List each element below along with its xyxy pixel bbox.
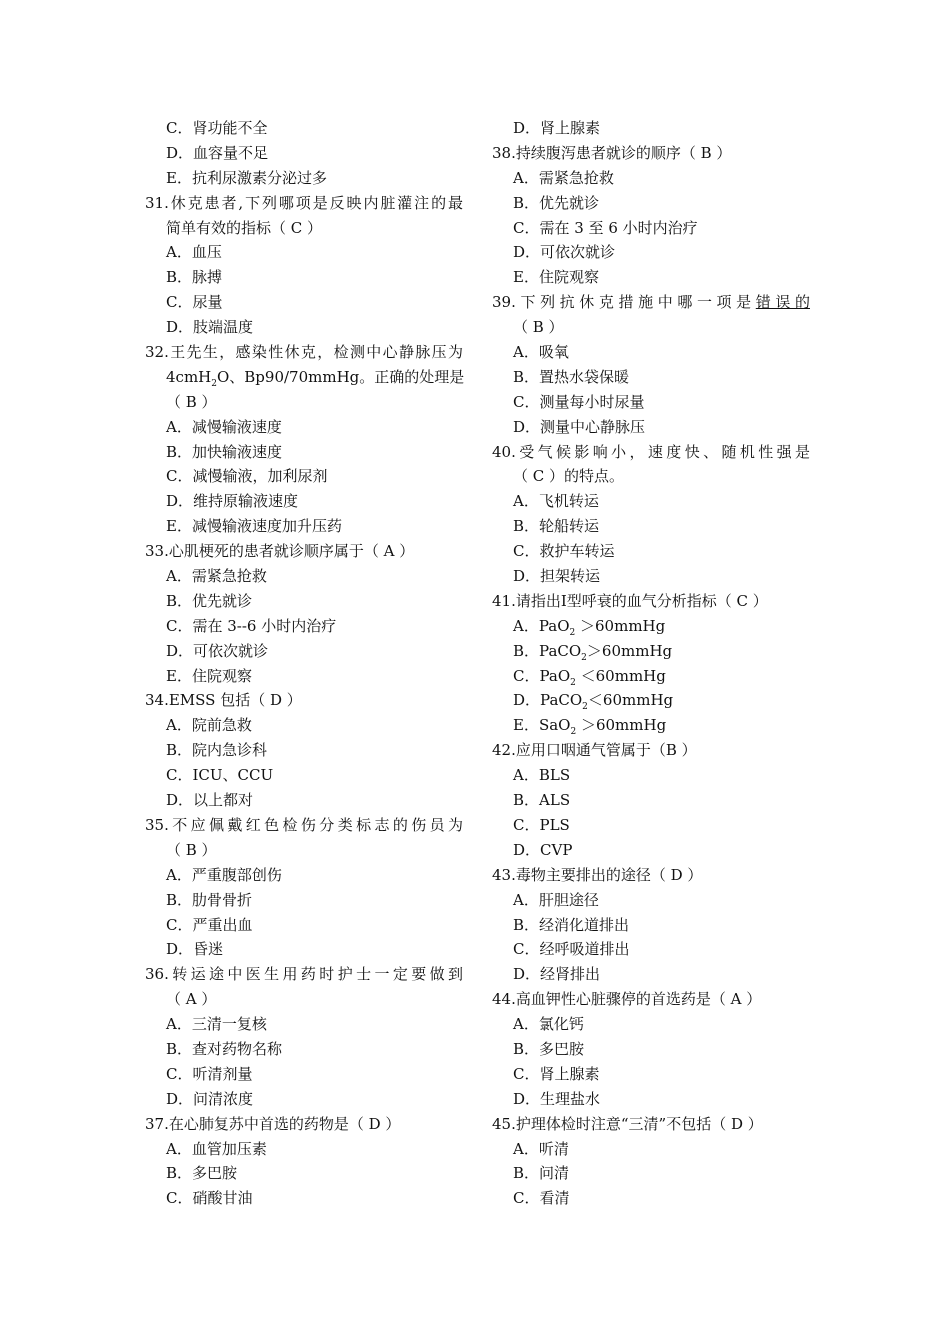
option-line xyxy=(492,514,810,539)
option-line xyxy=(145,863,463,888)
line-text: D．问清浓度 xyxy=(166,1089,254,1108)
option-line xyxy=(492,639,810,664)
line-text: B．优先就诊 xyxy=(513,193,600,212)
line-text: B．PaCO xyxy=(513,641,582,660)
line-text: （ B ） xyxy=(166,840,217,859)
line-text: C．尿量 xyxy=(166,293,223,312)
line-text: A．肝胆途径 xyxy=(513,890,599,909)
line-text: C．ICU、CCU xyxy=(166,766,274,785)
line-text: 简单有效的指标（ C ） xyxy=(166,218,323,237)
line-text: 36.转运途中医生用药时护士一定要做到 xyxy=(145,965,463,984)
option-line xyxy=(492,713,810,738)
line-text: E．减慢输液速度加升压药 xyxy=(166,517,342,536)
option-line xyxy=(492,1037,810,1062)
subscript: 2 xyxy=(570,677,576,688)
option-line xyxy=(145,1186,463,1211)
question-line xyxy=(145,1112,463,1137)
line-text: C．肾上腺素 xyxy=(513,1064,600,1083)
right-column xyxy=(492,116,810,1211)
line-text: D．血容量不足 xyxy=(166,143,269,162)
left-column xyxy=(145,116,463,1211)
option-line xyxy=(145,1161,463,1186)
question-line xyxy=(492,738,810,763)
line-text: E．SaO xyxy=(513,716,571,735)
option-line xyxy=(145,664,463,689)
question-line xyxy=(492,141,810,166)
option-line xyxy=(145,888,463,913)
line-text: （ B ） xyxy=(513,318,564,337)
line-text: D．PaCO xyxy=(513,691,583,710)
option-line xyxy=(492,166,810,191)
question-line xyxy=(492,589,810,614)
question-continuation xyxy=(492,464,810,489)
line-text: B．院内急诊科 xyxy=(166,741,268,760)
line-text: 32.王先生，感染性休克，检测中心静脉压为 xyxy=(145,343,463,362)
line-text: C．PaO xyxy=(513,666,571,685)
line-text: 35.不应佩戴红色检伤分类标志的伤员为 xyxy=(145,815,463,834)
line-text: 33.心肌梗死的患者就诊顺序属于（ A ） xyxy=(145,542,415,561)
question-line xyxy=(145,688,463,713)
line-text: C．听清剂量 xyxy=(166,1064,253,1083)
line-text: D．担架转运 xyxy=(513,567,601,586)
line-text: A．BLS xyxy=(513,766,571,785)
line-text: A．院前急救 xyxy=(166,716,252,735)
question-line xyxy=(492,290,810,315)
line-text: D．维持原输液速度 xyxy=(166,492,299,511)
option-line xyxy=(492,1137,810,1162)
subscript: 2 xyxy=(581,652,587,663)
line-text: D．以上都对 xyxy=(166,791,254,810)
question-line xyxy=(492,987,810,1012)
option-line xyxy=(145,116,463,141)
line-text: B．多巴胺 xyxy=(166,1164,238,1183)
option-line xyxy=(145,440,463,465)
line-text: 38.持续腹泻患者就诊的顺序（ B ） xyxy=(492,143,732,162)
line-text-tail: ＞60mmHg xyxy=(575,616,666,635)
question-line xyxy=(145,191,463,216)
option-line xyxy=(145,290,463,315)
option-line xyxy=(145,589,463,614)
line-text-tail: ＞60mmHg xyxy=(586,641,673,660)
line-text: A．PaO xyxy=(513,616,570,635)
question-line xyxy=(492,863,810,888)
option-line xyxy=(145,713,463,738)
option-line xyxy=(145,564,463,589)
line-text: A．需紧急抢救 xyxy=(166,567,267,586)
line-text: B．ALS xyxy=(513,791,571,810)
line-text: E．抗利尿激素分泌过多 xyxy=(166,168,327,187)
line-text: B．置热水袋保暖 xyxy=(513,367,630,386)
line-text: B．优先就诊 xyxy=(166,591,253,610)
option-line xyxy=(492,1161,810,1186)
line-text: C．需在 3 至 6 小时内治疗 xyxy=(513,218,698,237)
option-line xyxy=(492,962,810,987)
line-text: 39.下列抗休克措施中哪一项是 xyxy=(492,293,756,312)
question-line xyxy=(145,962,463,987)
option-line xyxy=(492,390,810,415)
subscript: 2 xyxy=(211,378,217,389)
option-line xyxy=(145,763,463,788)
line-text-tail: ＜60mmHg xyxy=(575,666,666,685)
option-line xyxy=(145,913,463,938)
option-line xyxy=(145,415,463,440)
option-line xyxy=(145,738,463,763)
line-text: A．听清 xyxy=(513,1139,569,1158)
line-text: A．减慢输液速度 xyxy=(166,417,282,436)
line-text: 37.在心肺复苏中首选的药物是（ D ） xyxy=(145,1114,401,1133)
line-text: A．严重腹部创伤 xyxy=(166,865,282,884)
option-line xyxy=(145,141,463,166)
line-text: D．昏迷 xyxy=(166,940,224,959)
question-continuation xyxy=(492,315,810,340)
option-line xyxy=(492,415,810,440)
line-text: （ B ） xyxy=(166,392,217,411)
option-line xyxy=(492,614,810,639)
line-text: A．氯化钙 xyxy=(513,1015,584,1034)
line-text: C．经呼吸道排出 xyxy=(513,940,630,959)
option-line xyxy=(492,539,810,564)
option-line xyxy=(492,813,810,838)
line-text: B．加快输液速度 xyxy=(166,442,283,461)
line-text: D．可依次就诊 xyxy=(166,641,269,660)
line-text: 41.请指出Ⅰ型呼衰的血气分析指标（ C ） xyxy=(492,591,768,610)
question-continuation xyxy=(145,216,463,241)
line-text: B．肋骨骨折 xyxy=(166,890,253,909)
option-line xyxy=(145,489,463,514)
line-text: C．减慢输液，加利尿剂 xyxy=(166,467,328,486)
question-line xyxy=(145,539,463,564)
option-line xyxy=(492,340,810,365)
line-text: 4cmH xyxy=(166,367,212,386)
line-text: D．CVP xyxy=(513,840,573,859)
option-line xyxy=(492,365,810,390)
option-line xyxy=(145,315,463,340)
option-line xyxy=(492,913,810,938)
line-text: 43.毒物主要排出的途径（ D ） xyxy=(492,865,703,884)
option-line xyxy=(492,1012,810,1037)
question-continuation xyxy=(145,838,463,863)
line-text-tail: ＜60mmHg xyxy=(587,691,674,710)
question-continuation xyxy=(145,390,463,415)
option-line xyxy=(145,464,463,489)
line-text: E．住院观察 xyxy=(166,666,252,685)
option-line xyxy=(492,564,810,589)
line-text: D．经肾排出 xyxy=(513,965,601,984)
option-line xyxy=(492,489,810,514)
line-text: D．生理盐水 xyxy=(513,1089,601,1108)
line-text: B．多巴胺 xyxy=(513,1039,585,1058)
option-line xyxy=(492,265,810,290)
option-line xyxy=(145,937,463,962)
line-text: D．测量中心静脉压 xyxy=(513,417,646,436)
question-line xyxy=(492,440,810,465)
line-text: 31.休克患者,下列哪项是反映内脏灌注的最 xyxy=(145,193,463,212)
line-text: C．严重出血 xyxy=(166,915,253,934)
subscript: 2 xyxy=(582,702,588,713)
line-text: B．脉搏 xyxy=(166,268,223,287)
option-line xyxy=(492,888,810,913)
line-text: C．肾功能不全 xyxy=(166,119,268,137)
option-line xyxy=(492,240,810,265)
line-text: 34.EMSS 包括（ D ） xyxy=(145,691,302,710)
option-line xyxy=(492,1087,810,1112)
line-text-tail: ＞60mmHg xyxy=(576,716,667,735)
line-text: A．血管加压素 xyxy=(166,1139,267,1158)
line-text: B．查对药物名称 xyxy=(166,1039,283,1058)
option-line xyxy=(145,1137,463,1162)
option-line xyxy=(492,1062,810,1087)
option-line xyxy=(145,1012,463,1037)
question-continuation xyxy=(145,987,463,1012)
line-text: 42.应用口咽通气管属于（B ） xyxy=(492,741,697,760)
option-line xyxy=(145,788,463,813)
option-line xyxy=(145,166,463,191)
line-text: B．问清 xyxy=(513,1164,570,1183)
option-line xyxy=(145,1037,463,1062)
line-text: C．PLS xyxy=(513,815,570,834)
option-line xyxy=(145,1087,463,1112)
underlined-text: 错误的 xyxy=(755,293,810,312)
line-text: B．轮船转运 xyxy=(513,517,600,536)
option-line xyxy=(145,1062,463,1087)
line-text: C．测量每小时尿量 xyxy=(513,392,645,411)
option-line xyxy=(492,116,810,141)
subscript: 2 xyxy=(569,627,576,638)
option-line xyxy=(145,514,463,539)
line-text: A．三清一复核 xyxy=(166,1015,267,1034)
option-line xyxy=(492,1186,810,1211)
line-text: 45.护理体检时注意“三清”不包括（ D ） xyxy=(492,1114,763,1133)
option-line xyxy=(145,614,463,639)
option-line xyxy=(492,688,810,713)
line-text: C．硝酸甘油 xyxy=(166,1189,253,1208)
line-text: E．住院观察 xyxy=(513,268,599,287)
option-line xyxy=(492,838,810,863)
option-line xyxy=(145,639,463,664)
line-text: A．需紧急抢救 xyxy=(513,168,614,187)
line-text: D．肾上腺素 xyxy=(513,119,601,137)
line-text: D．肢端温度 xyxy=(166,318,254,337)
option-line xyxy=(145,265,463,290)
line-text: A．血压 xyxy=(166,243,222,262)
question-continuation xyxy=(145,365,463,390)
option-line xyxy=(145,240,463,265)
question-line xyxy=(492,1112,810,1137)
line-text: 40.受气候影响小，速度快、随机性强是 xyxy=(492,442,810,461)
option-line xyxy=(492,937,810,962)
line-text: B．经消化道排出 xyxy=(513,915,630,934)
option-line xyxy=(492,788,810,813)
line-text: A．吸氧 xyxy=(513,343,569,362)
line-text: C．需在 3--6 小时内治疗 xyxy=(166,616,337,635)
line-text: （ C ）的特点。 xyxy=(513,467,625,486)
option-line xyxy=(492,216,810,241)
line-text: 44.高血钾性心脏骤停的首选药是（ A ） xyxy=(492,990,762,1009)
line-text-tail: O、Bp90/70mmHg。正确的处理是 xyxy=(216,367,465,386)
line-text: （ A ） xyxy=(166,990,217,1009)
subscript: 2 xyxy=(570,727,577,738)
option-line xyxy=(492,763,810,788)
question-line xyxy=(145,340,463,365)
option-line xyxy=(492,191,810,216)
option-line xyxy=(492,664,810,689)
question-line xyxy=(145,813,463,838)
line-text: C．救护车转运 xyxy=(513,542,615,561)
line-text: C．看清 xyxy=(513,1189,570,1208)
line-text: A．飞机转运 xyxy=(513,492,599,511)
line-text: D．可依次就诊 xyxy=(513,243,616,262)
